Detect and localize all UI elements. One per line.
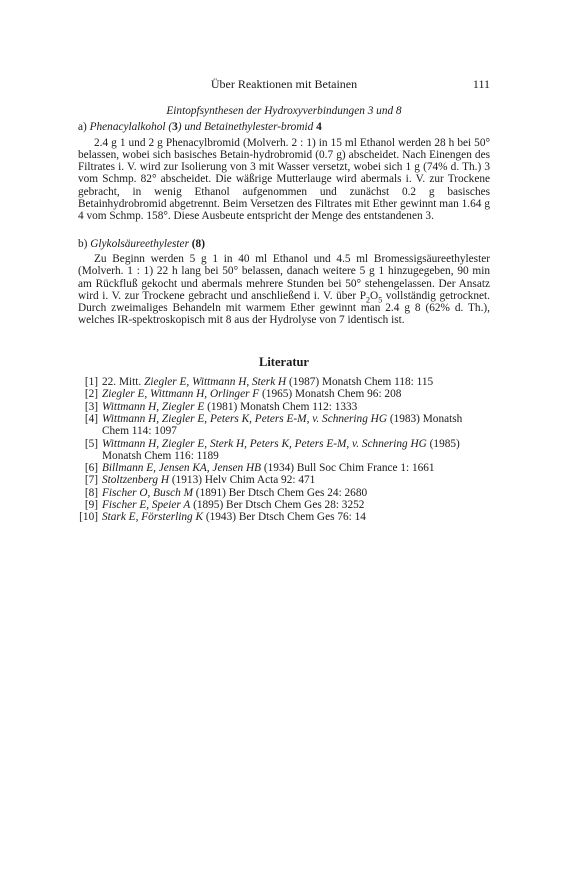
reference-source: (1985) Monatsh Chem 116: 1189 <box>102 437 460 462</box>
reference-item <box>78 438 490 463</box>
paragraph-b-text-1: Zu Beginn werden 5 g 1 in 40 ml Ethanol und 4.5 ml Bromessigsäureethylester (Molverh. 1 : 1) 22 h lang bei 50° belassen, danach weitere 5 g 1 hinzugegeben, 90 min am Rückfluß gekocht und abermals mehrere Stunden bei 50° stehengelassen. Der Ansatz wird i. V. zur Trockene gebracht und anschließend i. V. über P <box>78 252 490 302</box>
reference-source: (1913) Helv Chim Acta 92: 471 <box>169 474 316 487</box>
reference-authors: Ziegler E, Wittmann H, Sterk H <box>144 376 287 389</box>
reference-item <box>78 401 490 413</box>
reference-list <box>78 376 490 524</box>
reference-item <box>78 499 490 511</box>
subsection-a-title-part2: ) und Betainethylester-bromid <box>177 121 314 134</box>
running-title: Über Reaktionen mit Betainen <box>210 77 358 91</box>
reference-number: [4] <box>84 412 98 425</box>
reference-prefix: 22. Mitt. <box>102 376 145 389</box>
section-heading: Eintopfsynthesen der Hydroxyverbindungen 3 und 8 <box>166 105 402 117</box>
reference-item <box>78 487 490 499</box>
reference-authors: Wittmann H, Ziegler E, Sterk H, Peters K, Peters E-M, v. Schnering HG <box>102 437 427 450</box>
reference-item <box>78 474 490 486</box>
paragraph-b-text-2: vollständig getrocknet. Durch zweimaliges Behandeln mit warmem Ether gewinnt man 2.4 g 8 (62% d. Th.), welches IR-spektroskopisch mit 8 aus der Hydrolyse von 7 identisch ist. <box>78 289 491 327</box>
reference-authors: Billmann E, Jensen KA, Jensen HB <box>102 462 262 475</box>
reference-authors: Stoltzenberg H <box>102 474 170 487</box>
subsection-b-title <box>78 238 490 250</box>
reference-authors: Wittmann H, Ziegler E <box>102 400 205 413</box>
subsection-a-compound-4: 4 <box>316 121 322 134</box>
page-content <box>78 78 490 524</box>
reference-source: (1983) Monatsh Chem 114: 1097 <box>102 412 463 438</box>
running-header <box>78 78 490 92</box>
reference-item <box>78 388 490 400</box>
oxygen-symbol: O <box>370 289 379 302</box>
subsection-a-label: a) <box>78 121 87 134</box>
reference-number: [9] <box>84 499 98 512</box>
reference-number: [10] <box>79 511 98 524</box>
reference-number: [8] <box>84 486 98 499</box>
reference-source: (1965) Monatsh Chem 96: 208 <box>259 388 402 401</box>
reference-authors: Stark E, Försterling K <box>102 511 204 524</box>
subsection-a-title-part1: Phenacylalkohol ( <box>89 121 173 134</box>
reference-number: [6] <box>84 462 98 475</box>
reference-item <box>78 462 490 474</box>
reference-number: [7] <box>84 474 98 487</box>
subsection-b-label: b) <box>78 237 88 250</box>
reference-item <box>78 413 490 438</box>
paragraph-b <box>78 253 490 327</box>
subsection-b-title-part1: Glykolsäureethylester <box>90 237 189 250</box>
reference-authors: Fischer E, Speier A <box>102 499 191 512</box>
subscript-2: 2 <box>366 295 371 305</box>
reference-source: (1943) Ber Dtsch Chem Ges 76: 14 <box>203 511 366 524</box>
reference-source: (1895) Ber Dtsch Chem Ges 28: 3252 <box>190 499 365 512</box>
reference-number: [1] <box>84 376 98 389</box>
reference-authors: Wittmann H, Ziegler E, Peters K, Peters E-M, v. Schnering HG <box>102 412 387 425</box>
paragraph-a: 2.4 g 1 und 2 g Phenacylbromid (Molverh. 2 : 1) in 15 ml Ethanol werden 28 h bei 50° belassen, wobei sich basisches Betain-hydrobromid (0.7 g) abscheidet. Nach Einengen des Filtrates i. V. wird zur Isolierung von 3 mit Wasser versetzt, wobei sich 1 g (74% d. Th.) 3 vom Schmp. 82° abscheidet. Die wäßrige Mutterlauge wird abermals i. V. zur Trockene gebracht, in wenig Ethanol aufgenommen und zunächst 0.2 g basisches Betainhydrobromid abgetrennt. Beim Versetzen des Filtrates mit Ether gewinnt man 1.64 g 4 vom Schmp. 158°. Diese Ausbeute entspricht der Menge des entstandenen 3. <box>78 136 490 223</box>
reference-item <box>78 376 490 388</box>
reference-source: (1987) Monatsh Chem 118: 115 <box>286 376 434 389</box>
reference-item <box>78 511 490 523</box>
reference-number: [5] <box>84 437 98 450</box>
subsection-a-compound-3: 3 <box>172 121 178 134</box>
literature-heading: Literatur <box>259 354 309 369</box>
subsection-a-title <box>78 121 490 133</box>
reference-number: [2] <box>84 388 98 401</box>
reference-authors: Fischer O, Busch M <box>102 486 193 499</box>
reference-source: (1934) Bull Soc Chim France 1: 1661 <box>261 462 435 475</box>
reference-source: (1891) Ber Dtsch Chem Ges 24: 2680 <box>192 486 368 499</box>
reference-number: [3] <box>84 400 98 413</box>
reference-source: (1981) Monatsh Chem 112: 1333 <box>204 400 358 413</box>
page-number: 111 <box>472 77 490 91</box>
subsection-b-compound-8: (8) <box>191 237 205 250</box>
subscript-5: 5 <box>378 295 383 305</box>
reference-authors: Ziegler E, Wittmann H, Orlinger F <box>102 388 260 401</box>
